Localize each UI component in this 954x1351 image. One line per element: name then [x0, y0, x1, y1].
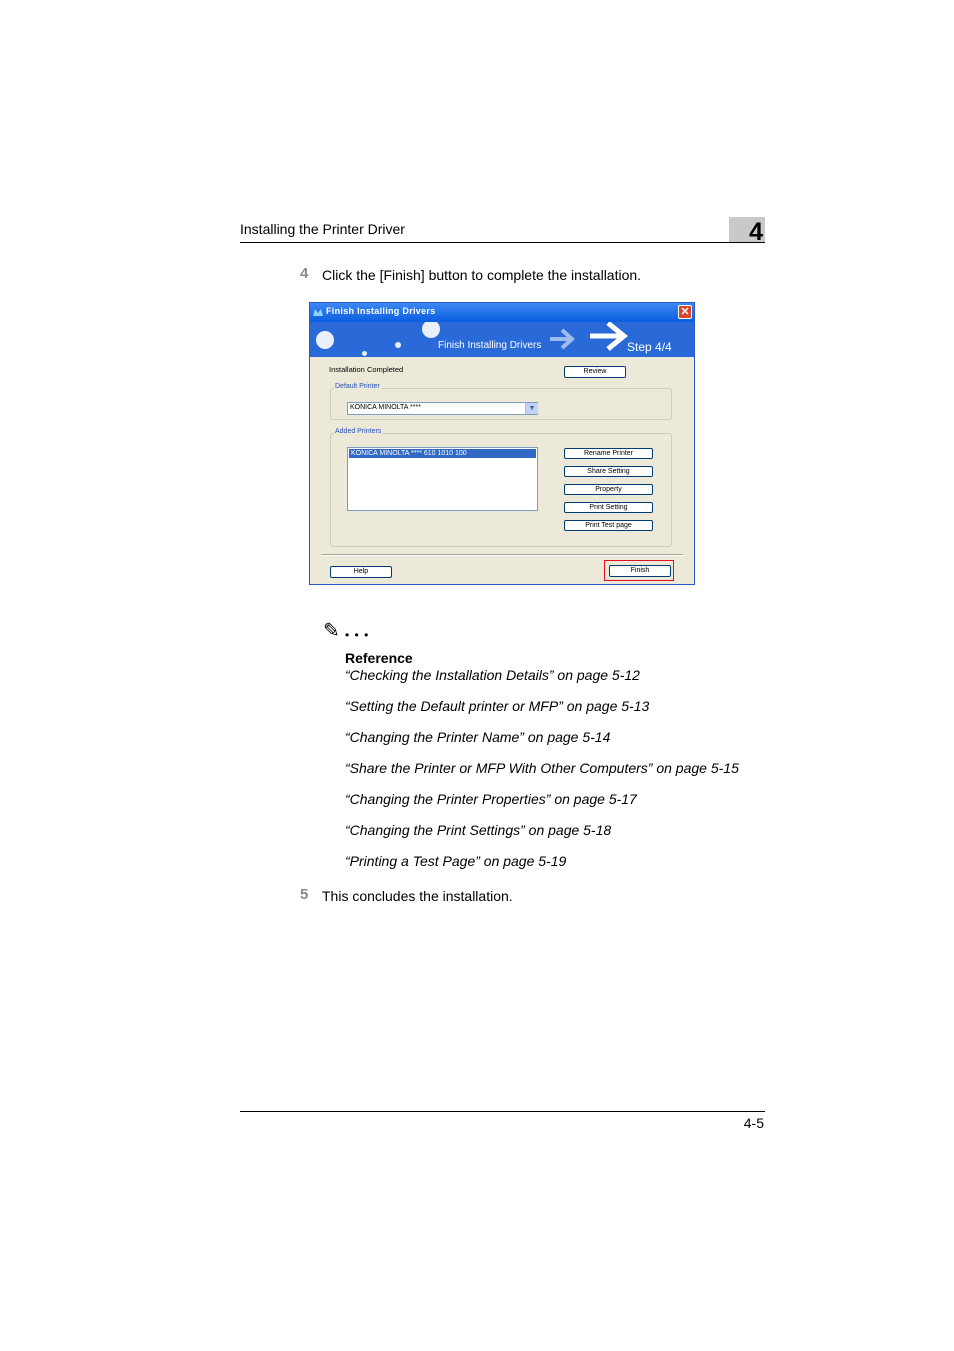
- chapter-number: 4: [749, 218, 763, 246]
- divider: [321, 554, 683, 556]
- print-test-page-button[interactable]: Print Test page: [564, 520, 653, 531]
- rename-printer-button[interactable]: Rename Printer: [564, 448, 653, 459]
- reference-link[interactable]: “Share the Printer or MFP With Other Computers” on page 5-15: [345, 760, 739, 776]
- share-setting-button[interactable]: Share Setting: [564, 466, 653, 477]
- added-printers-list[interactable]: [347, 447, 538, 511]
- added-printers-group-label: Added Printers: [335, 428, 382, 435]
- window-title: Finish Installing Drivers: [326, 306, 436, 316]
- banner-step: Step 4/4: [627, 340, 672, 354]
- default-printer-select[interactable]: [347, 402, 538, 415]
- finish-installing-dialog: [309, 302, 695, 585]
- reference-link[interactable]: “Checking the Installation Details” on page 5-12: [345, 667, 640, 683]
- header-rule: [240, 242, 765, 243]
- page-number: 4-5: [743, 1115, 764, 1131]
- step-number: 4: [300, 265, 309, 282]
- help-button[interactable]: Help: [330, 566, 392, 578]
- running-header-title: Installing the Printer Driver: [240, 221, 405, 237]
- pencil-note-icon: ✎: [323, 620, 340, 642]
- wizard-banner: [310, 322, 694, 357]
- reference-link[interactable]: “Changing the Printer Properties” on page 5-17: [345, 791, 637, 807]
- default-printer-group-label: Default Printer: [335, 383, 380, 390]
- decor-bubble: [422, 322, 440, 338]
- banner-title: Finish Installing Drivers: [438, 340, 542, 351]
- footer-rule: [240, 1111, 765, 1112]
- review-button[interactable]: Review: [564, 366, 626, 378]
- step-number: 5: [300, 886, 309, 903]
- reference-title: Reference: [345, 650, 413, 666]
- status-label: Installation Completed: [329, 365, 404, 374]
- decor-bubble: [362, 351, 367, 356]
- decor-bubble: [395, 342, 401, 348]
- close-icon[interactable]: ✕: [678, 305, 692, 319]
- decor-bubble: [316, 331, 334, 349]
- note-dots: • • •: [345, 628, 370, 642]
- arrow-right-icon: [588, 322, 630, 354]
- reference-link[interactable]: “Setting the Default printer or MFP” on page 5-13: [345, 698, 650, 714]
- arrow-right-icon: [548, 325, 578, 355]
- list-item[interactable]: KONICA MINOLTA **** 610 1010 100: [349, 449, 536, 458]
- finish-button[interactable]: Finish: [609, 565, 671, 577]
- print-setting-button[interactable]: Print Setting: [564, 502, 653, 513]
- reference-link[interactable]: “Changing the Print Settings” on page 5-18: [345, 822, 612, 838]
- default-printer-value: KONICA MINOLTA ****: [350, 404, 421, 411]
- step-text: Click the [Finish] button to complete the installation.: [322, 267, 642, 283]
- step-text: This concludes the installation.: [322, 888, 513, 904]
- reference-link[interactable]: “Changing the Printer Name” on page 5-14: [345, 729, 611, 745]
- property-button[interactable]: Property: [564, 484, 653, 495]
- reference-link[interactable]: “Printing a Test Page” on page 5-19: [345, 853, 567, 869]
- dropdown-arrow-icon[interactable]: ▼: [525, 403, 538, 414]
- app-icon: [313, 307, 323, 317]
- title-bar: [310, 303, 694, 322]
